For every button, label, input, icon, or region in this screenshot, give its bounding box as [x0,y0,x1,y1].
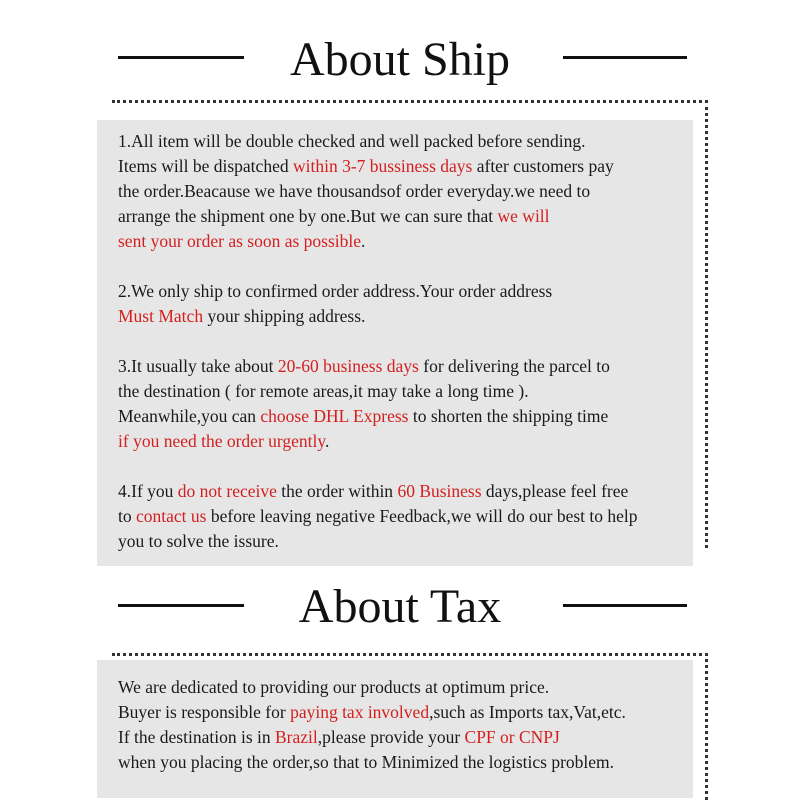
cpf-cnpj-highlight: CPF or CNPJ [464,727,560,747]
ship-paragraph-4 [118,479,693,554]
contact-us-highlight: contact us [136,506,207,526]
ship-p4-line-1 [118,479,693,504]
tax-text: If the destination is in [118,727,275,747]
must-match-highlight: Must Match [118,306,204,326]
ship-p3-text: to shorten the shipping time [408,406,609,426]
business-days-highlight: 60 Business [397,481,482,501]
brazil-highlight: Brazil [275,727,318,747]
ship-p3-text: Meanwhile,you can [118,406,261,426]
ship-p4-text: 4.If you [118,481,178,501]
ship-heading: About Ship [289,33,511,86]
ship-p4-line-2 [118,504,693,529]
delivery-time-highlight: 20-60 business days [277,356,419,376]
ship-p1-text: after customers pay [472,156,614,176]
ship-info-panel [97,120,693,566]
promise-highlight: sent your order as soon as possible [118,231,362,251]
ship-p3-text: . [325,431,330,451]
tax-text: ,such as Imports tax,Vat,etc. [429,702,626,722]
ship-paragraph-3 [118,354,693,454]
ship-paragraph-2 [118,279,693,329]
tax-line-3 [118,725,693,750]
ship-p1-line-4 [118,204,693,229]
not-receive-highlight: do not receive [177,481,277,501]
tax-heading: About Tax [298,580,502,633]
ship-p4-text: days,please feel free [481,481,629,501]
tax-paragraph [118,675,693,775]
tax-text: Buyer is responsible for [118,702,291,722]
ship-p4-text: before leaving negative Feedback,we will do our best to help [206,506,638,526]
tax-line-4: when you placing the order,so that to Minimized the logistics problem. [118,752,615,772]
ship-p3-text: for delivering the parcel to [418,356,610,376]
ship-heading-rule-right [563,56,687,59]
tax-info-panel [97,660,693,798]
tax-text: ,please provide your [317,727,465,747]
ship-p3-line-2: the destination ( for remote areas,it may take a long time ). [118,381,529,401]
ship-p4-line-3: you to solve the issure. [118,531,279,551]
ship-p2-text: your shipping address. [203,306,366,326]
tax-heading-rule-right [563,604,687,607]
dhl-express-highlight: choose DHL Express [260,406,409,426]
ship-p1-line-2 [118,154,693,179]
ship-p1-text: . [361,231,366,251]
ship-p1-line-3: the order.Beacause we have thousandsof order everyday.we need to [118,181,591,201]
ship-p2-line-1: 2.We only ship to confirmed order address.Your order address [118,281,553,301]
ship-p4-text: the order within [276,481,398,501]
ship-p1-text: arrange the shipment one by one.But we can sure that [118,206,498,226]
urgent-highlight: if you need the order urgently [118,431,326,451]
promise-highlight: we will [497,206,550,226]
ship-p4-text: to [118,506,136,526]
ship-p3-line-4 [118,429,693,454]
ship-paragraph-1 [118,129,693,254]
dispatch-time-highlight: within 3-7 bussiness days [292,156,473,176]
tax-line-1: We are dedicated to providing our products at optimum price. [118,677,550,697]
tax-involved-highlight: paying tax involved [290,702,430,722]
ship-p3-line-1 [118,354,693,379]
ship-p3-line-3 [118,404,693,429]
ship-p2-line-2 [118,304,693,329]
ship-p1-line-5 [118,229,693,254]
tax-line-2 [118,700,693,725]
ship-p1-text: Items will be dispatched [118,156,293,176]
ship-p3-text: 3.It usually take about [118,356,278,376]
ship-p1-line-1: 1.All item will be double checked and well packed before sending. [118,131,586,151]
